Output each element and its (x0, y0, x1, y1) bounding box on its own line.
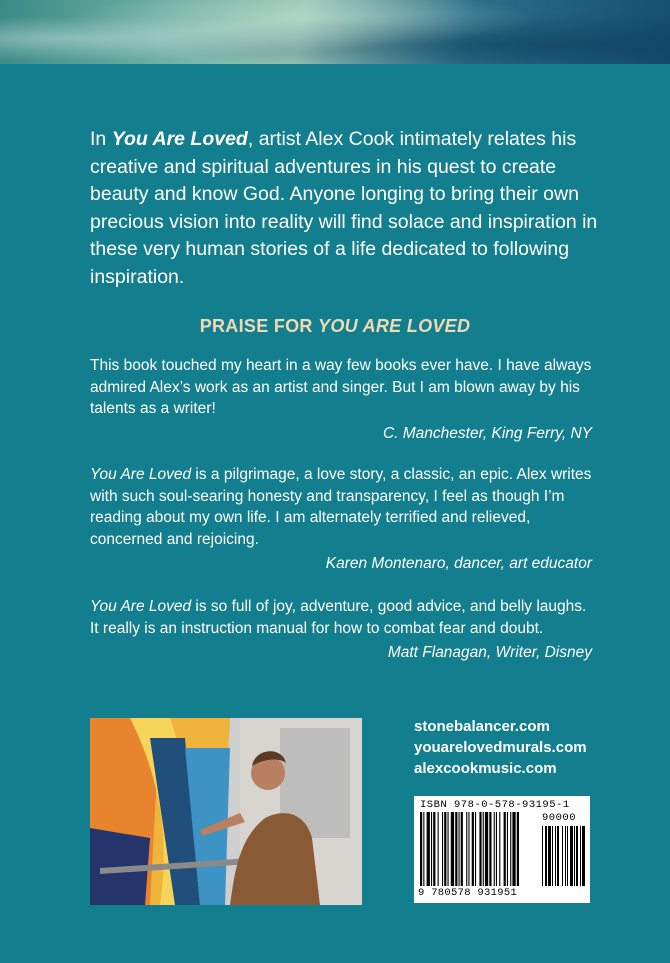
barcode-bar (431, 812, 432, 886)
barcode-bar (455, 812, 457, 886)
addon-bar (565, 826, 566, 886)
addon-bar (576, 826, 578, 886)
barcode-bar (448, 812, 449, 886)
website-links (414, 716, 587, 779)
addon-bar (548, 826, 551, 886)
barcode-digits: 9 780578 931951 (418, 887, 518, 899)
barcode-bar (438, 812, 439, 886)
barcode-bar (517, 812, 519, 886)
barcode-bar (489, 812, 491, 886)
barcode-bar (494, 812, 495, 886)
review-attribution: C. Manchester, King Ferry, NY (382, 424, 592, 442)
addon-bar (582, 826, 585, 886)
review-1 (90, 355, 592, 444)
addon-bar (562, 826, 563, 886)
isbn-barcode (414, 796, 590, 903)
link-alexcookmusic[interactable]: alexcookmusic.com (414, 760, 557, 777)
barcode-bar (442, 812, 443, 886)
barcode-bar (459, 812, 460, 886)
author-painting-photo (90, 718, 362, 905)
barcode-bar (468, 812, 469, 886)
barcode-bar (451, 812, 454, 886)
book-blurb: In You Are Loved, artist Alex Cook intimately relates his creative and spiritual adventures in his quest to create beauty and know God. Anyone longing to bring their own precious vision into reality will find solace and inspiration in these very human stories of a life dedicated to following inspiration. (90, 128, 598, 288)
barcode-bar (433, 812, 435, 886)
barcode-bar (420, 812, 422, 886)
addon-bar (567, 826, 568, 886)
barcode-bar (512, 812, 515, 886)
barcode-bar (444, 812, 446, 886)
barcode-bar (461, 812, 463, 886)
review-3 (90, 596, 592, 664)
barcode-bar (499, 812, 500, 886)
barcode-bar (496, 812, 497, 886)
review-attribution: Karen Montenaro, dancer, art educator (325, 555, 592, 572)
barcode-bar (504, 812, 506, 886)
barcode-bar (510, 812, 511, 886)
review-book-title: You Are Loved (90, 598, 192, 615)
review-text: is a pilgrimage, a love story, a classic, an epic. Alex writes with such soul-searing honesty and transparency, I feel as though I’m reading about my own life. I am alternately terrified and relieved, concerned and rejoicing. (90, 466, 592, 548)
barcode-bar (483, 812, 484, 886)
cover-art-strip (0, 0, 670, 64)
isbn-number: ISBN 978-0-578-93195-1 (420, 799, 570, 811)
barcode-bar (472, 812, 474, 886)
review-text: is so full of joy, adventure, good advice, and belly laughs. It really is an instruction manual for how to combat fear and doubt. (90, 598, 587, 637)
barcode-bar (475, 812, 476, 886)
addon-bar (570, 826, 573, 886)
addon-bar (555, 826, 556, 886)
barcode-bar (485, 812, 488, 886)
barcode-bar (479, 812, 481, 886)
link-stonebalancer[interactable]: stonebalancer.com (414, 718, 550, 735)
blurb-book-title: You Are Loved (111, 128, 248, 150)
praise-heading: PRAISE FOR YOU ARE LOVED (199, 316, 471, 336)
barcode-bar (423, 812, 424, 886)
addon-bar (580, 826, 581, 886)
review-attribution: Matt Flanagan, Writer, Disney (387, 644, 592, 661)
barcode-bar (466, 812, 467, 886)
link-youarelovedmurals[interactable]: youarelovedmurals.com (414, 739, 587, 756)
review-book-title: You Are Loved (90, 466, 192, 483)
price-code: 90000 (542, 812, 577, 824)
addon-bar (545, 826, 547, 886)
review-text: This book touched my heart in a way few books ever have. I have always admired Alex’s work as an artist and singer. But I am blown away by his talents as a writer! (90, 357, 592, 417)
addon-bar (552, 826, 553, 886)
addon-bar (557, 826, 559, 886)
barcode-bar (507, 812, 508, 886)
review-2 (90, 464, 592, 575)
addon-bar (542, 826, 543, 886)
photo-illustration (90, 718, 362, 905)
addon-bar (574, 826, 575, 886)
barcode-bar (427, 812, 430, 886)
